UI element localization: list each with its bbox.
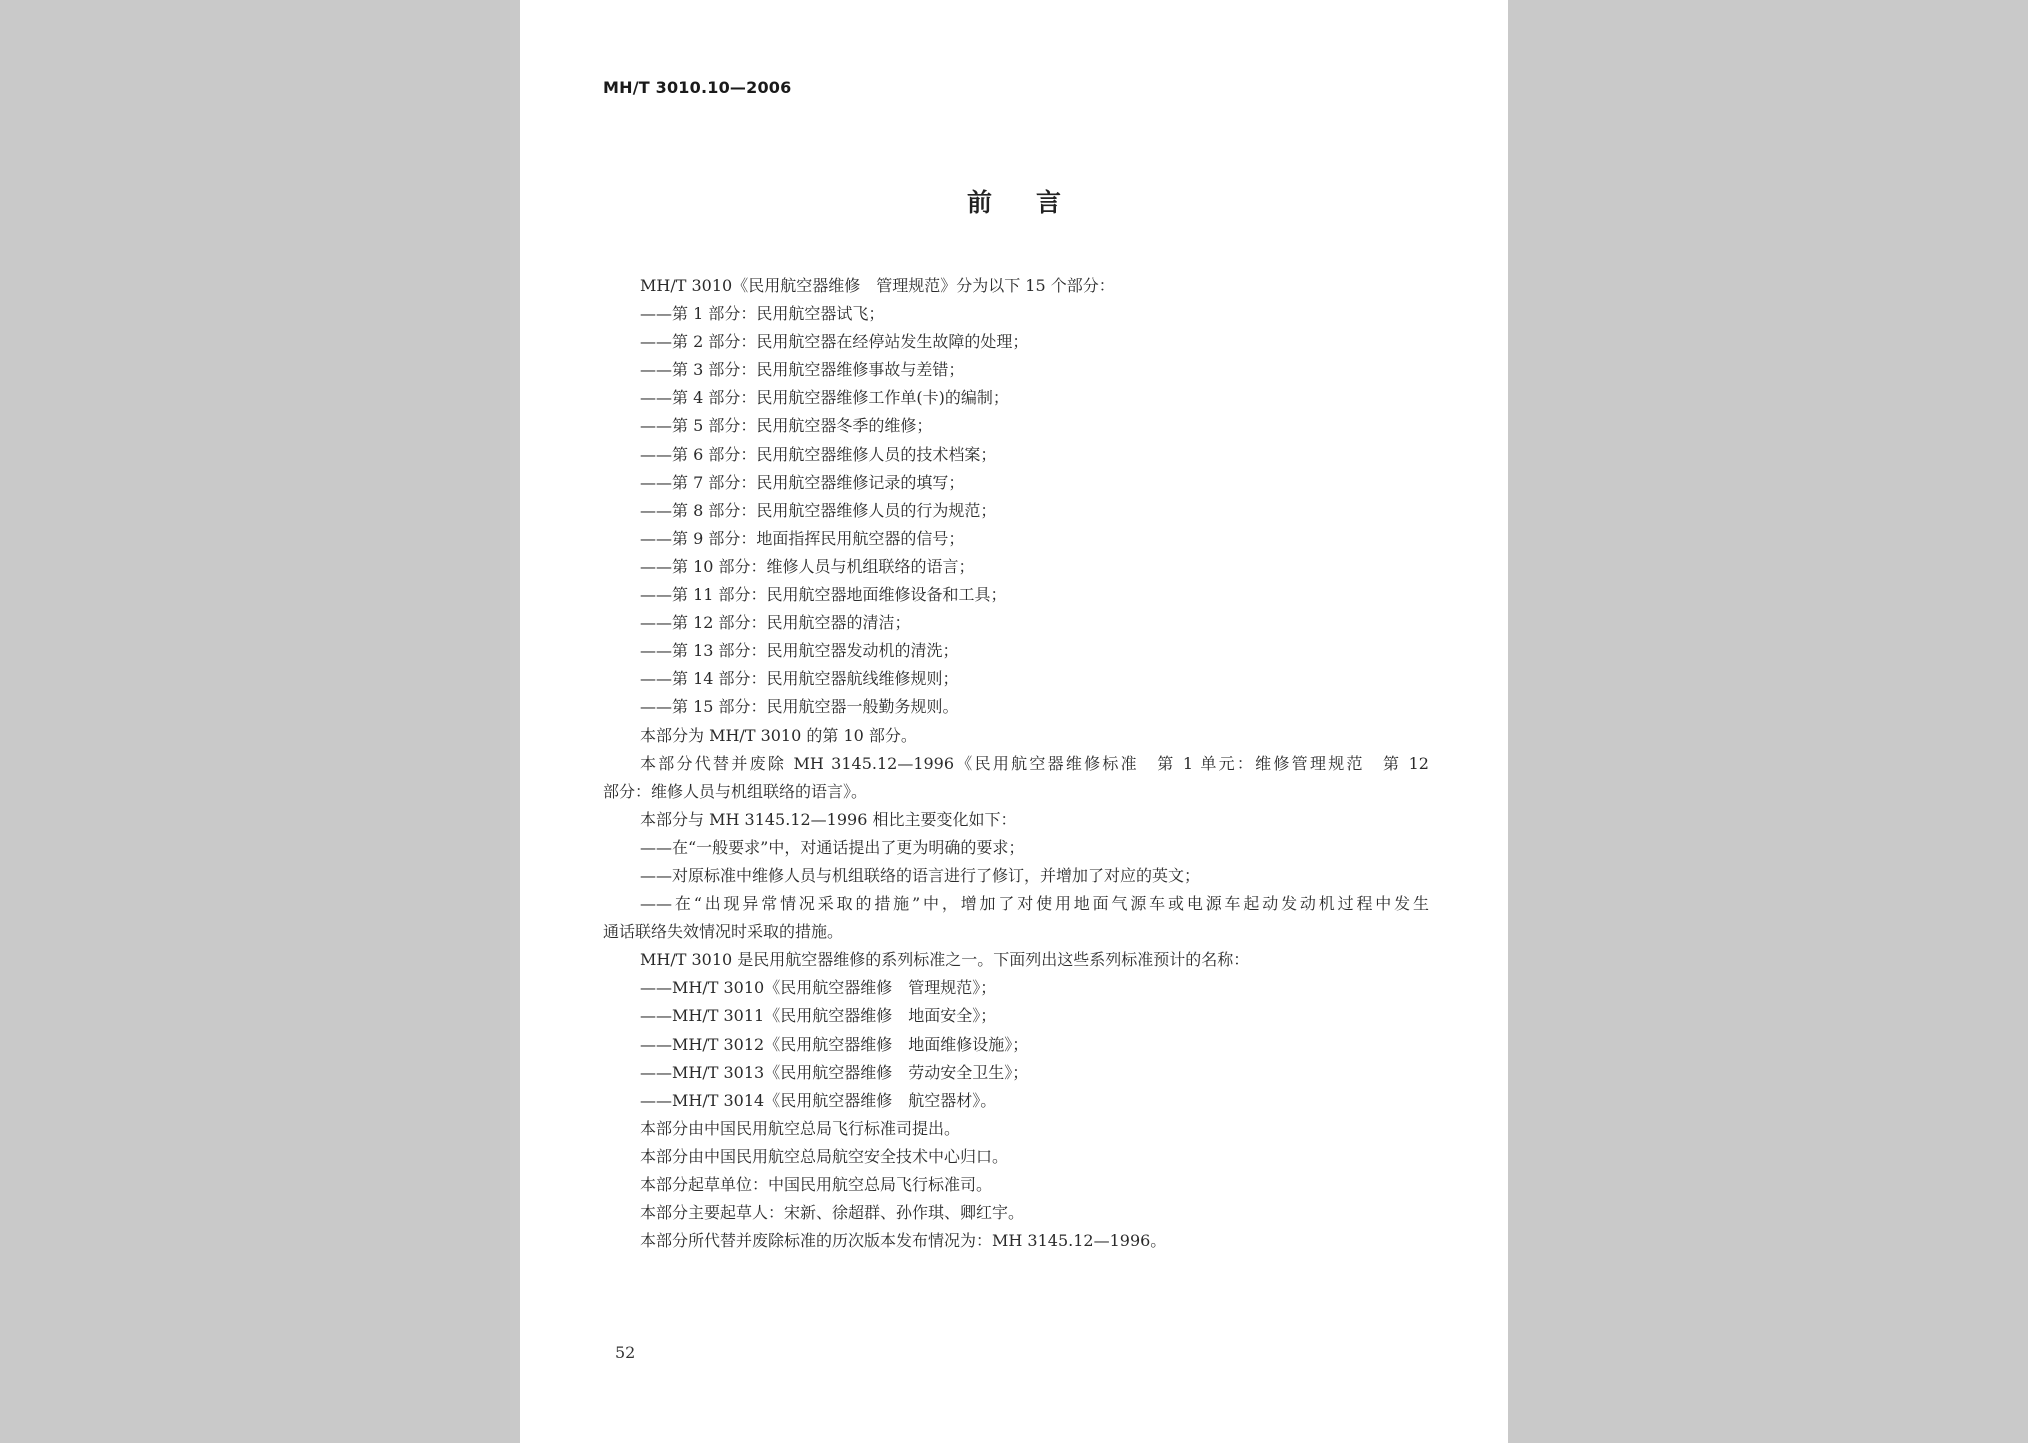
list-item: ——第 1 部分：民用航空器试飞； (640, 304, 885, 324)
list-item: ——第 10 部分：维修人员与机组联络的语言； (640, 556, 975, 576)
list-item: ——第 13 部分：民用航空器发动机的清洗； (640, 641, 959, 661)
paragraph-line: 部分：维修人员与机组联络的语言》。 (603, 781, 868, 801)
list-item: ——第 3 部分：民用航空器维修事故与差错； (640, 360, 965, 380)
list-item: ——第 15 部分：民用航空器一般勤务规则。 (640, 697, 959, 717)
paragraph-line: 通话联络失效情况时采取的措施。 (603, 922, 844, 942)
list-item: ——MH/T 3011《民用航空器维修 地面安全》； (640, 1006, 997, 1026)
list-item: ——第 5 部分：民用航空器冬季的维修； (640, 416, 933, 436)
list-item: ——第 12 部分：民用航空器的清洁； (640, 613, 911, 633)
foreword-body (603, 272, 1429, 1255)
list-item: ——MH/T 3013《民用航空器维修 劳动安全卫生》； (640, 1062, 1029, 1082)
paragraph-line: 本部分与 MH 3145.12—1996 相比主要变化如下： (640, 809, 1017, 829)
list-item: ——第 8 部分：民用航空器维修人员的行为规范； (640, 500, 997, 520)
paragraph-line: 本部分主要起草人：宋新、徐超群、孙作琪、卿红宇。 (640, 1203, 1025, 1223)
page-number: 52 (615, 1343, 636, 1362)
paragraph-line: 本部分为 MH/T 3010 的第 10 部分。 (640, 725, 917, 745)
paragraph-line: 本部分由中国民用航空总局航空安全技术中心归口。 (640, 1146, 1009, 1166)
list-item: ——第 4 部分：民用航空器维修工作单(卡)的编制； (640, 388, 1009, 408)
list-item: ——第 9 部分：地面指挥民用航空器的信号； (640, 528, 965, 548)
list-item: ——在“出现异常情况采取的措施”中，增加了对使用地面气源车或电源车起动发动机过程中发生 (640, 894, 1429, 914)
list-item: ——在“一般要求”中，对通话提出了更为明确的要求； (640, 837, 1025, 857)
list-item: ——MH/T 3012《民用航空器维修 地面维修设施》； (640, 1034, 1029, 1054)
list-item: ——第 7 部分：民用航空器维修记录的填写； (640, 472, 965, 492)
list-item: ——第 6 部分：民用航空器维修人员的技术档案； (640, 444, 997, 464)
paragraph-line: MH/T 3010《民用航空器维修 管理规范》分为以下 15 个部分： (640, 276, 1115, 295)
list-item: ——对原标准中维修人员与机组联络的语言进行了修订，并增加了对应的英文； (640, 865, 1201, 885)
document-page (520, 0, 1508, 1443)
document-code-header: MH/T 3010.10—2006 (603, 78, 792, 97)
paragraph-line: 本部分由中国民用航空总局飞行标准司提出。 (640, 1118, 961, 1138)
paragraph-line: 本部分所代替并废除标准的历次版本发布情况为：MH 3145.12—1996。 (640, 1231, 1167, 1251)
list-item: ——MH/T 3010《民用航空器维修 管理规范》； (640, 978, 997, 998)
paragraph-line: MH/T 3010 是民用航空器维修的系列标准之一。下面列出这些系列标准预计的名称： (640, 950, 1250, 970)
list-item: ——MH/T 3014《民用航空器维修 航空器材》。 (640, 1090, 997, 1110)
list-item: ——第 2 部分：民用航空器在经停站发生故障的处理； (640, 332, 1029, 352)
list-item: ——第 11 部分：民用航空器地面维修设备和工具； (640, 585, 1007, 605)
paragraph-line: 本部分代替并废除 MH 3145.12—1996《民用航空器维修标准 第 1 单元：维修管理规范 第 12 (640, 753, 1429, 773)
list-item: ——第 14 部分：民用航空器航线维修规则； (640, 669, 959, 689)
page-title: 前言 (966, 188, 1105, 217)
paragraph-line: 本部分起草单位：中国民用航空总局飞行标准司。 (640, 1175, 993, 1194)
